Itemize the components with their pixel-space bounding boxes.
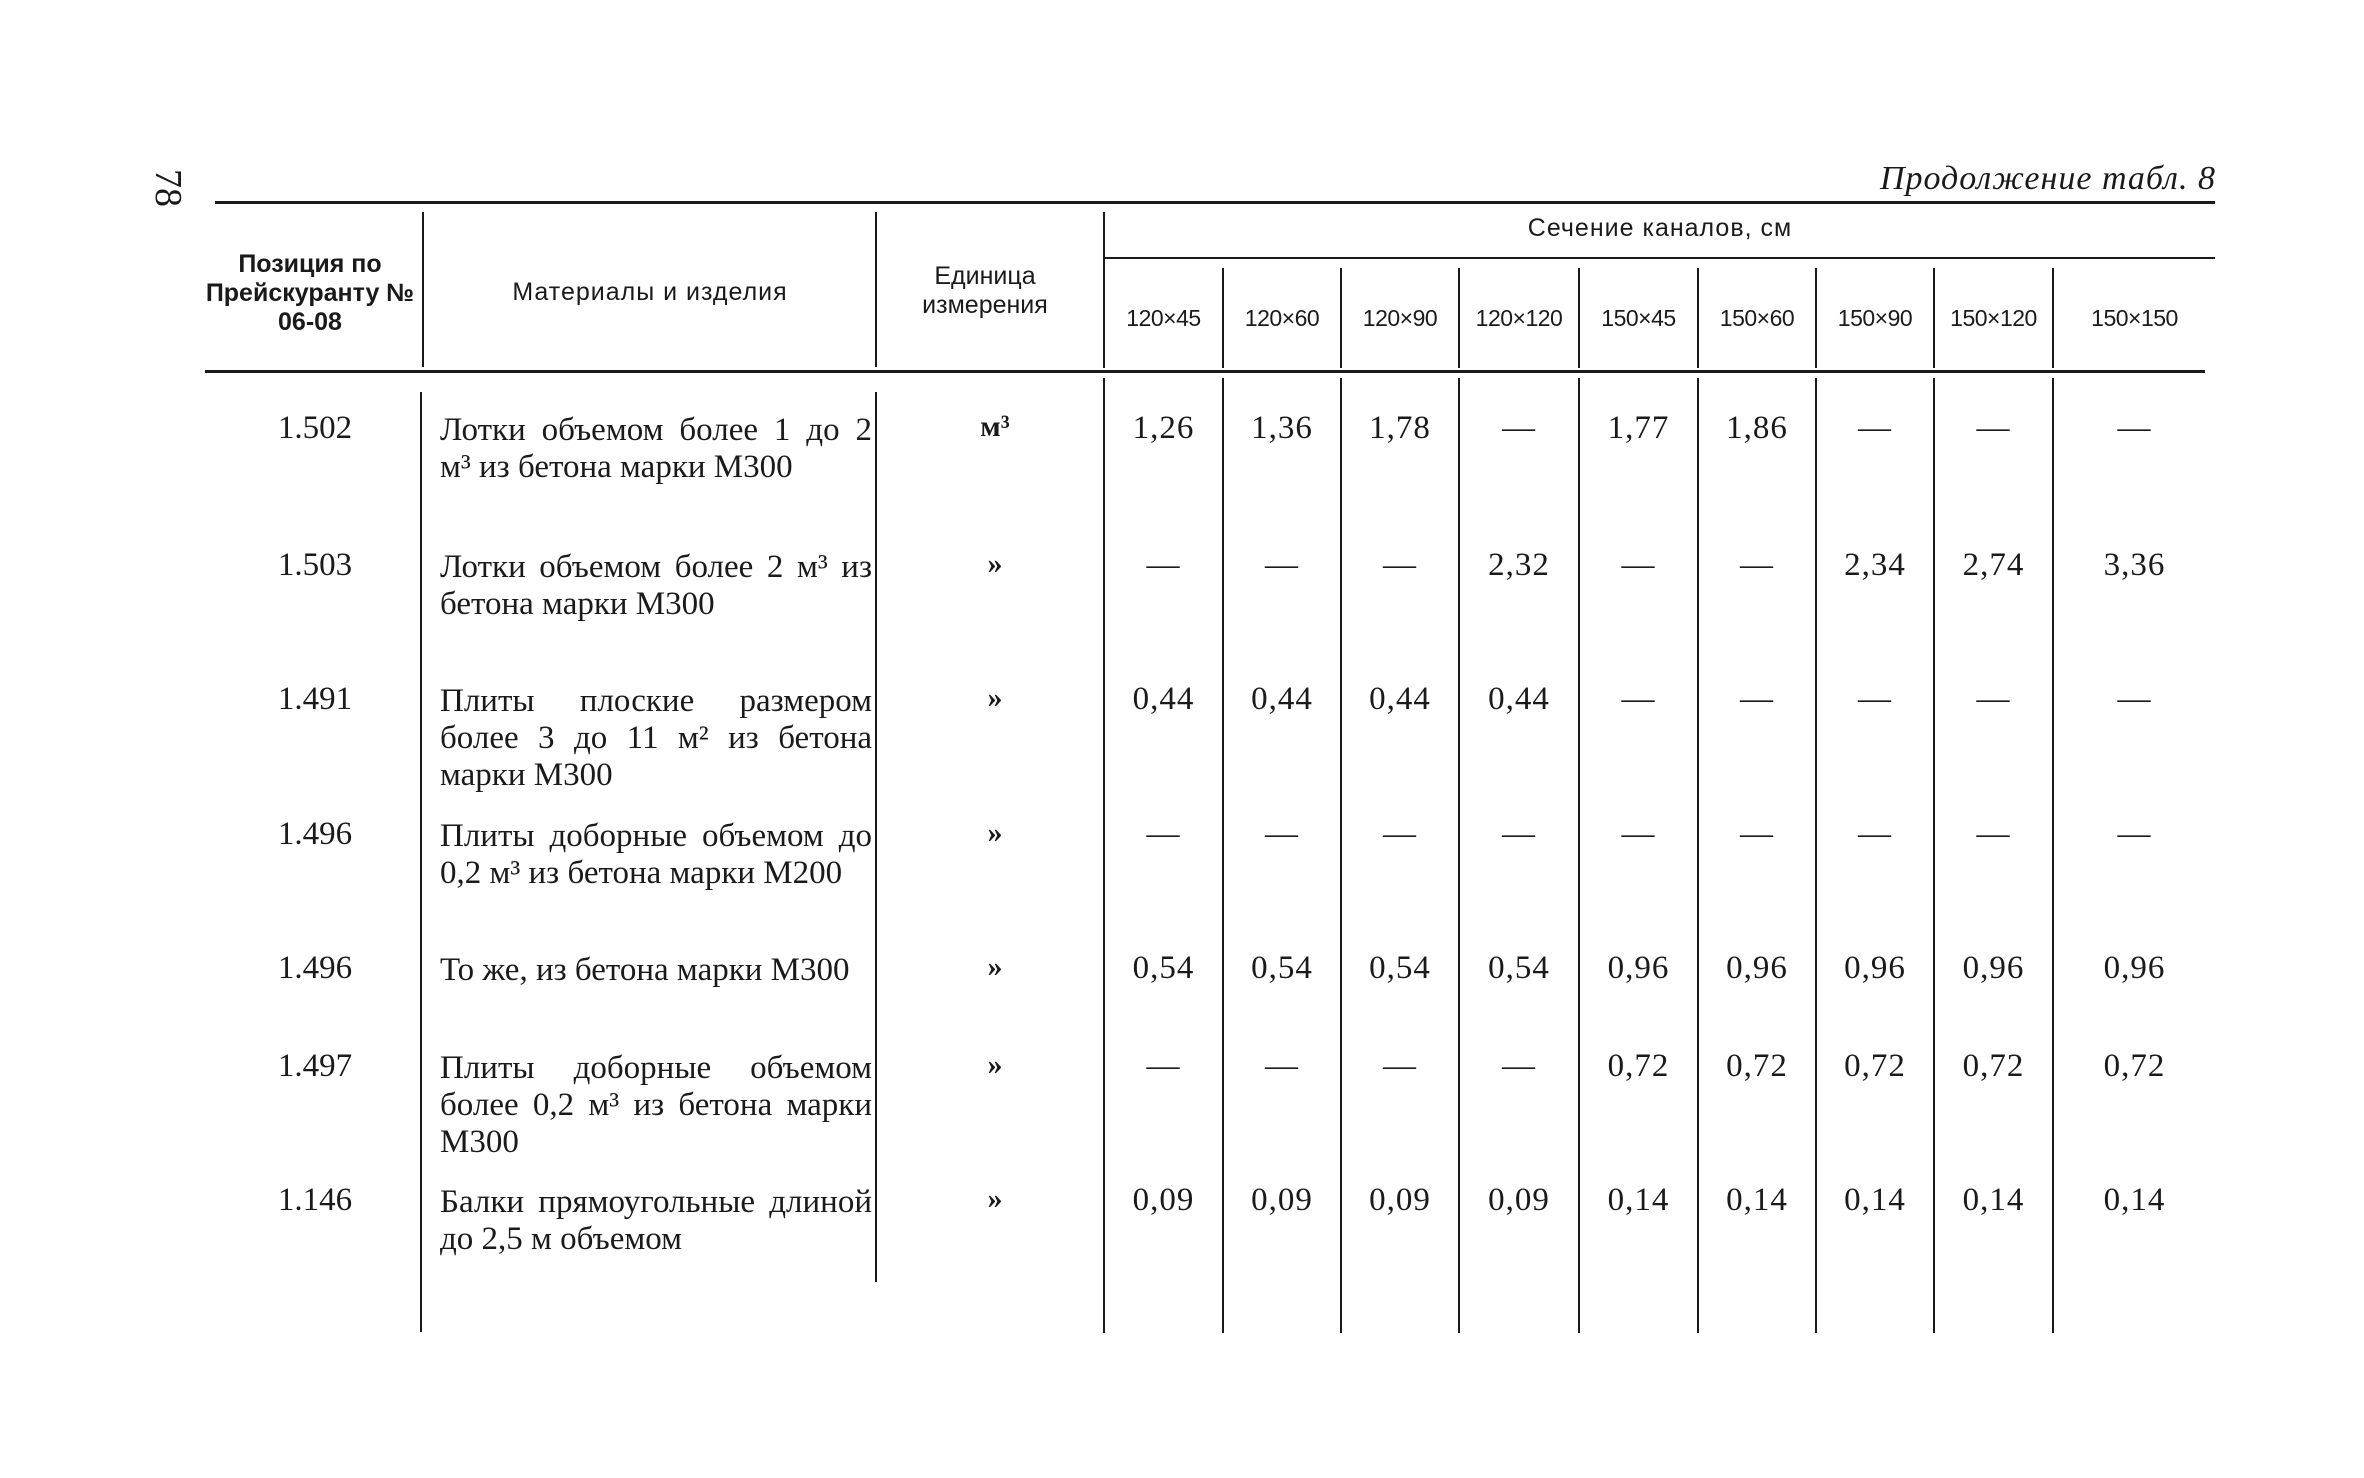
row-value: 0,44 — [1488, 681, 1550, 717]
divider-materials-unit — [875, 212, 877, 367]
row-value: 0,14 — [1607, 1182, 1670, 1218]
row-value: 0,72 — [1607, 1048, 1670, 1084]
header-materials: Материалы и изделия — [512, 278, 788, 306]
row-unit: » — [987, 1182, 1003, 1215]
row-position: 1.502 — [277, 410, 353, 446]
row-position: 1.497 — [277, 1048, 353, 1084]
row-value: 0,54 — [1488, 950, 1550, 986]
row-value: 0,14 — [1844, 1182, 1906, 1218]
row-value: — — [1740, 547, 1774, 583]
row-value: 0,96 — [1607, 950, 1670, 986]
row-position: 1.503 — [277, 547, 353, 583]
row-value: — — [1858, 410, 1892, 446]
divider-position-materials — [422, 212, 424, 367]
header-section-group: Сечение каналов, см — [1527, 214, 1793, 242]
row-value: — — [1740, 681, 1774, 717]
row-value: 0,44 — [1251, 681, 1313, 717]
row-value: 0,72 — [2103, 1048, 2166, 1084]
body-divider-position-materials — [420, 392, 422, 1332]
row-value: 1,77 — [1607, 410, 1670, 446]
row-unit: » — [987, 547, 1003, 580]
row-value: 0,14 — [1962, 1182, 2025, 1218]
row-value: 0,96 — [1962, 950, 2025, 986]
row-value: — — [2117, 816, 2152, 852]
row-value: 0,96 — [1726, 950, 1788, 986]
row-value: 1,36 — [1251, 410, 1313, 446]
row-value: 0,09 — [1369, 1182, 1431, 1218]
row-value: — — [1621, 547, 1656, 583]
row-value: — — [1858, 681, 1892, 717]
row-value: — — [1383, 547, 1417, 583]
section-header: 150×150 — [2091, 305, 2178, 331]
row-value: — — [1265, 816, 1299, 852]
row-value: — — [1621, 816, 1656, 852]
section-header: 120×90 — [1362, 305, 1438, 331]
row-material: Лотки объемом более 1 до 2 м³ из бетона марки М300 — [440, 412, 872, 485]
row-unit: м³ — [980, 410, 1010, 443]
row-value: — — [1502, 1048, 1536, 1084]
row-value: — — [1976, 410, 2011, 446]
row-value: — — [1621, 681, 1656, 717]
row-value: — — [1502, 816, 1536, 852]
row-material: Балки прямоугольные длиной до 2,5 м объемом — [440, 1184, 872, 1257]
row-value: 0,09 — [1251, 1182, 1313, 1218]
continuation-title: Продолжение табл. 8 — [1879, 160, 2216, 197]
row-value: 0,44 — [1369, 681, 1431, 717]
row-value: 0,54 — [1369, 950, 1431, 986]
row-value: — — [1146, 816, 1181, 852]
row-value: 1,78 — [1369, 410, 1431, 446]
body-divider-materials-unit — [875, 392, 877, 1282]
row-value: 2,74 — [1962, 547, 2025, 583]
row-position: 1.146 — [277, 1182, 353, 1218]
row-value: 0,09 — [1132, 1182, 1195, 1218]
row-value: 0,72 — [1726, 1048, 1788, 1084]
row-value: 3,36 — [2103, 547, 2166, 583]
section-header: 150×45 — [1601, 305, 1676, 331]
header-bottom-rule — [205, 370, 2205, 373]
row-value: — — [1858, 816, 1892, 852]
row-unit: » — [987, 1048, 1003, 1081]
row-value: 2,32 — [1488, 547, 1550, 583]
row-material: Плиты доборные объемом до 0,2 м³ из бетона марки М200 — [440, 818, 872, 891]
row-value: 0,72 — [1962, 1048, 2025, 1084]
row-value: — — [1265, 547, 1299, 583]
section-header: 120×60 — [1244, 305, 1320, 331]
header-position: Позиция по Прейскуранту № 06-08 — [205, 250, 415, 336]
row-value: — — [2117, 410, 2152, 446]
row-value: 0,54 — [1251, 950, 1313, 986]
top-rule — [215, 201, 2215, 204]
row-value: 0,96 — [2103, 950, 2166, 986]
row-value: — — [1265, 1048, 1299, 1084]
row-material: Плиты плоские размером более 3 до 11 м² из бетона марки М300 — [440, 683, 872, 793]
row-value: 0,72 — [1844, 1048, 1906, 1084]
section-group-rule — [1103, 257, 2215, 259]
row-value: — — [2117, 681, 2152, 717]
row-material: То же, из бетона марки М300 — [440, 952, 850, 988]
row-value: — — [1146, 547, 1181, 583]
row-value: 1,86 — [1726, 410, 1788, 446]
row-value: — — [1976, 681, 2011, 717]
row-value: 0,54 — [1132, 950, 1195, 986]
row-position: 1.496 — [277, 816, 353, 852]
row-value: 0,44 — [1132, 681, 1195, 717]
section-header: 120×45 — [1126, 305, 1201, 331]
row-value: — — [1502, 410, 1536, 446]
header-unit: Единица измерения — [922, 262, 1048, 319]
section-header: 150×120 — [1950, 305, 2037, 331]
row-value: 1,26 — [1132, 410, 1195, 446]
row-value: — — [1976, 816, 2011, 852]
row-value: — — [1383, 1048, 1417, 1084]
row-value: 0,96 — [1844, 950, 1906, 986]
row-value: — — [1146, 1048, 1181, 1084]
row-value: 0,14 — [2103, 1182, 2166, 1218]
row-value: 2,34 — [1844, 547, 1906, 583]
page-number: 78 — [147, 169, 189, 207]
row-value: — — [1740, 816, 1774, 852]
section-header: 150×60 — [1719, 305, 1795, 331]
row-value: 0,09 — [1488, 1182, 1550, 1218]
row-value: 0,14 — [1726, 1182, 1788, 1218]
row-material: Лотки объемом более 2 м³ из бетона марки М300 — [440, 549, 872, 622]
row-unit: » — [987, 816, 1003, 849]
row-position: 1.491 — [277, 681, 353, 717]
row-unit: » — [987, 681, 1003, 714]
row-material: Плиты доборные объемом более 0,2 м³ из бетона марки М300 — [440, 1050, 872, 1160]
section-header: 150×90 — [1837, 305, 1913, 331]
section-header: 120×120 — [1475, 305, 1563, 331]
row-position: 1.496 — [277, 950, 353, 986]
row-value: — — [1383, 816, 1417, 852]
row-unit: » — [987, 950, 1003, 983]
